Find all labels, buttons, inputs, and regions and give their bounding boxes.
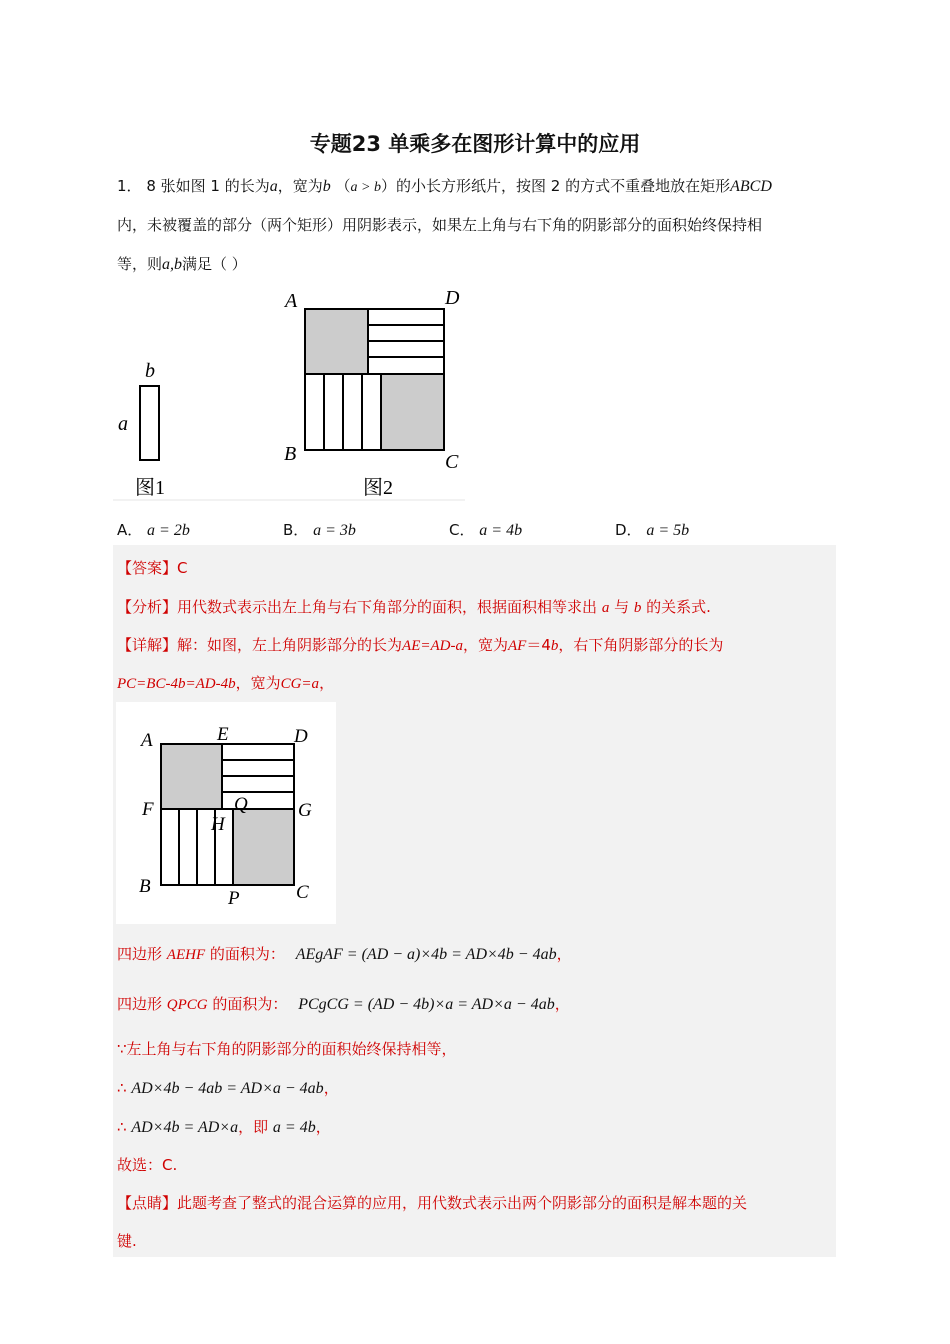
question-line-1: 1． 8 张如图 1 的长为a，宽为b （a > b）的小长方形纸片，按图 2 的方式不重叠地放在矩形ABCD [117,177,772,195]
fig3-label-B: B [139,876,151,897]
fig3-label-A: A [141,730,153,751]
fig1-label-a: a [118,413,128,435]
fig3-label-Q: Q [234,794,248,815]
because-line: ∵左上角与右下角的阴影部分的面积始终保持相等， [117,1040,457,1058]
option-c[interactable]: C． a = 4b [449,521,523,539]
question-number: 1． [117,177,142,195]
detail-line-1: 【详解】解：如图，左上角阴影部分的长为AE=AD-a，宽为AF＝4b，右下角阴影部分的长为 [117,636,724,654]
fig3-label-F: F [142,799,154,820]
fig1-caption: 图1 [135,477,165,499]
fig2-label-D: D [445,287,460,309]
option-d[interactable]: D． a = 5b [615,521,690,539]
comment-line-1: 【点睛】此题考查了整式的混合运算的应用，用代数式表示出两个阴影部分的面积是解本题的关 [117,1194,748,1212]
fig3-label-C: C [296,882,309,903]
choose-line: 故选：C. [117,1156,178,1174]
figure-3 [116,702,336,924]
fig2-caption: 图2 [363,477,393,499]
fig2-label-A: A [285,290,298,312]
therefore-line-1: ∴ AD×4b − 4ab = AD×a − 4ab， [117,1079,339,1097]
fig3-shade-AEHF [161,744,222,809]
fig2-label-C: C [445,451,459,473]
quad-aehf-line: 四边形 AEHF 的面积为： AEgAF = (AD − a)×4b = AD×4b − 4ab， [117,945,572,963]
page-title: 专题23 单乘多在图形计算中的应用 [309,132,641,156]
fig3-label-D: D [294,726,308,747]
question-line-3: 等，则a,b满足（ ） [117,255,247,273]
fig2-label-B: B [284,443,297,465]
fig3-label-E: E [217,724,229,745]
fig1-label-b: b [145,360,155,382]
therefore-line-2: ∴ AD×4b = AD×a，即 a = 4b， [117,1118,331,1136]
comment-line-2: 键. [117,1232,137,1250]
fig1-rectangle [140,386,159,460]
fig3-label-G: G [298,800,312,821]
answer-line: 【答案】C [117,559,188,577]
fig2-vertical-strips [324,374,381,450]
fig2-shade-top-left [305,309,368,374]
analysis-line: 【分析】用代数式表示出左上角与右下角部分的面积，根据面积相等求出 a 与 b 的关系式. [117,598,711,616]
fig2-shade-bottom-right [381,374,444,450]
question-line-2: 内，未被覆盖的部分（两个矩形）用阴影表示，如果左上角与右下角的阴影部分的面积始终保持相 [117,216,763,234]
fig3-label-H: H [211,814,225,835]
figure-1-and-2 [113,282,468,504]
option-a[interactable]: A． a = 2b [117,521,190,539]
detail-line-2: PC=BC-4b=AD-4b，宽为CG=a， [117,674,335,692]
fig3-label-P: P [228,888,240,909]
option-b[interactable]: B． a = 3b [283,521,356,539]
fig3-shade-QPCG [233,809,294,885]
quad-qpcg-line: 四边形 QPCG 的面积为： PCgCG = (AD − 4b)×a = AD×a − 4ab， [117,995,570,1013]
